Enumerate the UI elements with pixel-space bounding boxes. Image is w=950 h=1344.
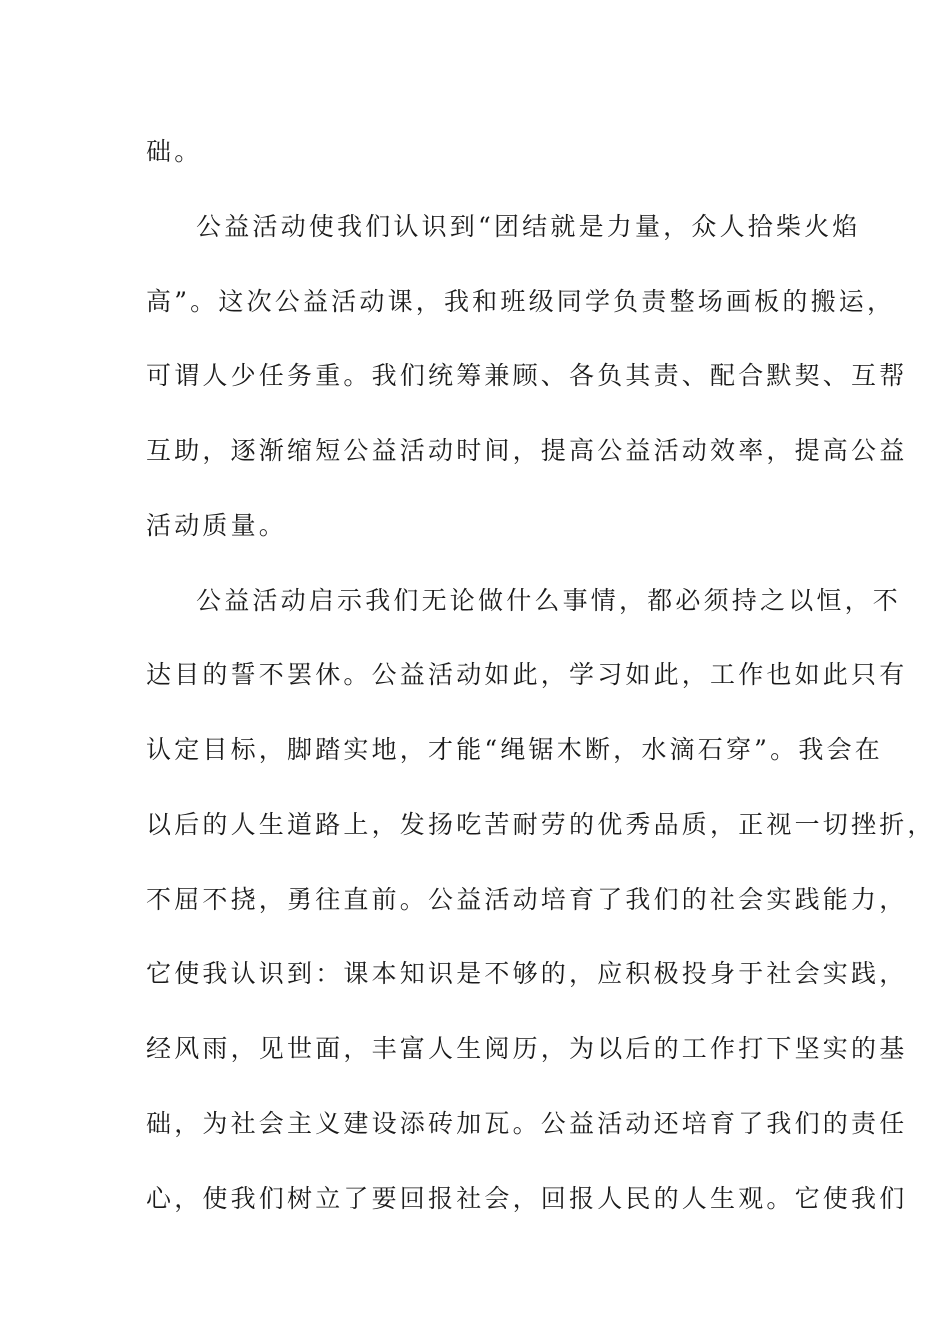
text-line: 心，使我们树立了要回报社会，回报人民的人生观。它使我们 [146, 1184, 908, 1213]
text-line: 础，为社会主义建设添砖加瓦。公益活动还培育了我们的责任 [146, 1109, 908, 1138]
text-line: 达目的誓不罢休。公益活动如此，学习如此，工作也如此只有 [146, 660, 908, 689]
text-line: 经风雨，见世面，丰富人生阅历，为以后的工作打下坚实的基 [146, 1034, 908, 1063]
paragraph-first-line: 公益活动启示我们无论做什么事情，都必须持之以恒，不 [196, 586, 902, 615]
text-line: 不屈不挠，勇往直前。公益活动培育了我们的社会实践能力， [146, 885, 908, 914]
text-line: 础。 [146, 137, 203, 166]
text-line: 高”。这次公益活动课，我和班级同学负责整场画板的搬运， [146, 287, 896, 316]
text-line: 可谓人少任务重。我们统筹兼顾、各负其责、配合默契、互帮 [146, 361, 908, 390]
text-line: 认定目标，脚踏实地，才能“绳锯木断，水滴石穿”。我会在 [146, 735, 883, 764]
text-line: 它使我认识到：课本知识是不够的，应积极投身于社会实践， [146, 959, 908, 988]
text-line: 互助，逐渐缩短公益活动时间，提高公益活动效率，提高公益 [146, 436, 908, 465]
text-line: 活动质量。 [146, 511, 288, 540]
paragraph-first-line: 公益活动使我们认识到“团结就是力量，众人拾柴火焰 [196, 212, 861, 241]
text-line: 以后的人生道路上，发扬吃苦耐劳的优秀品质，正视一切挫折， [146, 810, 936, 839]
